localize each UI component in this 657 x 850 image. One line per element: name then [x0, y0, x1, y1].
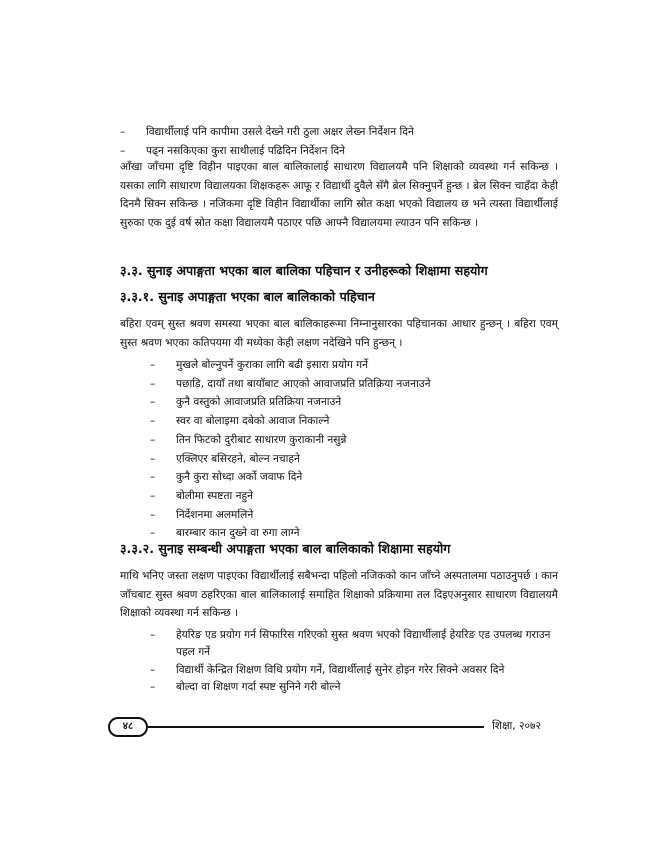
list-item — [150, 375, 560, 394]
dash-marker: – — [150, 415, 156, 428]
dash-marker: – — [150, 527, 156, 540]
list-item — [150, 393, 560, 412]
dash-marker: – — [150, 508, 156, 521]
dash-marker: – — [150, 489, 156, 502]
list-item-text: कुनै वस्तुको आवाजप्रति प्रतिक्रिया नजनाउने — [176, 396, 342, 409]
list-item-text: हेयरिङ एड प्रयोग गर्न सिफारिस गरिएको सुस्त श्रवण भएको विद्यार्थीलाई हेयरिङ एड उपलब्ध गराउन पहल गर्ने — [176, 629, 551, 659]
list-item — [150, 627, 560, 662]
dash-marker: – — [150, 433, 156, 446]
list-item — [150, 679, 560, 696]
list-item-text: निर्देशनमा अलमलिने — [176, 508, 254, 521]
list-item — [150, 662, 560, 679]
subsection-heading: ३.३.१. सुनाइ अपाङ्गता भएका बाल बालिकाको पहिचान — [120, 289, 375, 304]
list-item-text: पढ्न नसकिएका कुरा साथीलाई पढिदिन निर्देशन दिने — [146, 144, 346, 157]
list-item-text: पछाडि, दायाँ तथा बायाँबाट आएको आवाजप्रति प्रतिक्रिया नजनाउने — [176, 377, 431, 390]
dash-marker: – — [150, 681, 156, 694]
list-item-text: विद्यार्थी केन्द्रित शिक्षण विधि प्रयोग गर्ने, विद्यार्थीलाई सुनेर होइन गरेर सिक्ने अवसर दिने — [176, 663, 505, 676]
dash-marker: – — [120, 144, 126, 157]
list-item — [150, 468, 560, 487]
support-measures-list — [150, 627, 560, 697]
journal-title: शिक्षा, २०७२ — [492, 720, 542, 732]
page-number-badge: ४८ — [108, 717, 148, 737]
dash-marker: – — [150, 359, 156, 371]
list-item — [150, 487, 560, 506]
list-item — [150, 506, 560, 525]
list-item-text: तिन फिटको दुरीबाट साधारण कुराकानी नसुन्ने — [176, 433, 347, 446]
list-item-text: बारम्बार कान दुख्ने वा रुगा लाग्ने — [176, 527, 300, 540]
list-item-text: मुखले बोल्नुपर्ने कुराका लागि बढी इसारा प्रयोग गर्ने — [176, 359, 369, 371]
dash-marker: – — [150, 452, 156, 465]
list-item-text: बोल्दा वा शिक्षण गर्दा स्पष्ट सुनिने गरी बोल्ने — [176, 681, 341, 694]
top-instruction-list — [120, 123, 560, 160]
paragraph-identification: बहिरा एवम् सुस्त श्रवण समस्या भएका बाल बालिकाहरूमा निम्नानुसारका पहिचानका आधार हुन्छन् । बहिरा एवम् सुस्त श्रवण भएका कतिपयमा यी मध्येका केही लक्षण नदेखिने पनि हुन्छन् । — [120, 318, 558, 349]
list-item-text: विद्यार्थीलाई पनि कापीमा उसले देख्ने गरी ठुला अक्षर लेख्न निर्देशन दिने — [146, 126, 414, 138]
list-item — [150, 412, 560, 431]
list-item — [150, 450, 560, 469]
dash-marker: – — [150, 396, 156, 409]
dash-marker: – — [150, 471, 156, 484]
list-item-text: स्वर वा बोलाइमा दबेको आवाज निकाल्ने — [176, 415, 330, 428]
section-heading: ३.३. सुनाइ अपाङ्गता भएका बाल बालिका पहिचान र उनीहरूको शिक्षामा सहयोग — [120, 263, 488, 278]
hearing-signs-list — [150, 356, 560, 543]
paragraph-support: माथि भनिए जस्ता लक्षण पाइएका विद्यार्थीलाई सबैभन्दा पहिलो नजिकको कान जाँच्ने अस्पतालमा पठाउनुपर्छ । कान जाँचबाट सुस्त श्रवण ठहरिएका बाल बालिकालाई समाहित शिक्षाको प्रक्रियामा तल दिइएअनुसार साधारण विद्यालयमै शिक्षाको व्यवस्था गर्न सकिन्छ । — [120, 570, 558, 620]
subsection-heading: ३.३.२. सुनाइ सम्बन्धी अपाङ्गता भएका बाल बालिकाको शिक्षामा सहयोग — [120, 541, 451, 556]
dash-marker: – — [150, 629, 156, 641]
page-footer — [108, 717, 560, 741]
list-item-text: बोलीमा स्पष्टता नहुने — [176, 489, 254, 502]
footer-rule — [148, 726, 484, 728]
list-item-text: कुनै कुरा सोध्दा अर्को जवाफ दिने — [176, 471, 303, 484]
list-item — [150, 356, 560, 375]
list-item — [120, 123, 560, 142]
dash-marker: – — [120, 126, 126, 138]
list-item-text: एक्लिएर बसिरहने, बोल्न नचाहने — [176, 452, 300, 465]
list-item — [150, 431, 560, 450]
dash-marker: – — [150, 663, 156, 676]
paragraph-braille: आँखा जाँचमा दृष्टि विहीन पाइएका बाल बालिकालाई साधारण विद्यालयमै पनि शिक्षाको व्यवस्था गर्न सकिन्छ । यसका लागि साधारण विद्यालयका शिक्षकहरू आफू र विद्यार्थी दुवैले सँगै ब्रेल सिक्नुपर्ने हुन्छ । ब्रेल सिक्न चाहँदा केही दिनमै सिक्न सकिन्छ । नजिकमा दृष्टि विहीन विद्यार्थीका लागि स्रोत कक्षा भएको विद्यालय छ भने त्यस्ता विद्यार्थीलाई सुरुका एक दुई वर्ष स्रोत कक्षा विद्यालयमै पठाएर पछि आफ्नै विद्यालयमा ल्याउन पनि सकिन्छ । — [120, 161, 558, 229]
dash-marker: – — [150, 377, 156, 390]
